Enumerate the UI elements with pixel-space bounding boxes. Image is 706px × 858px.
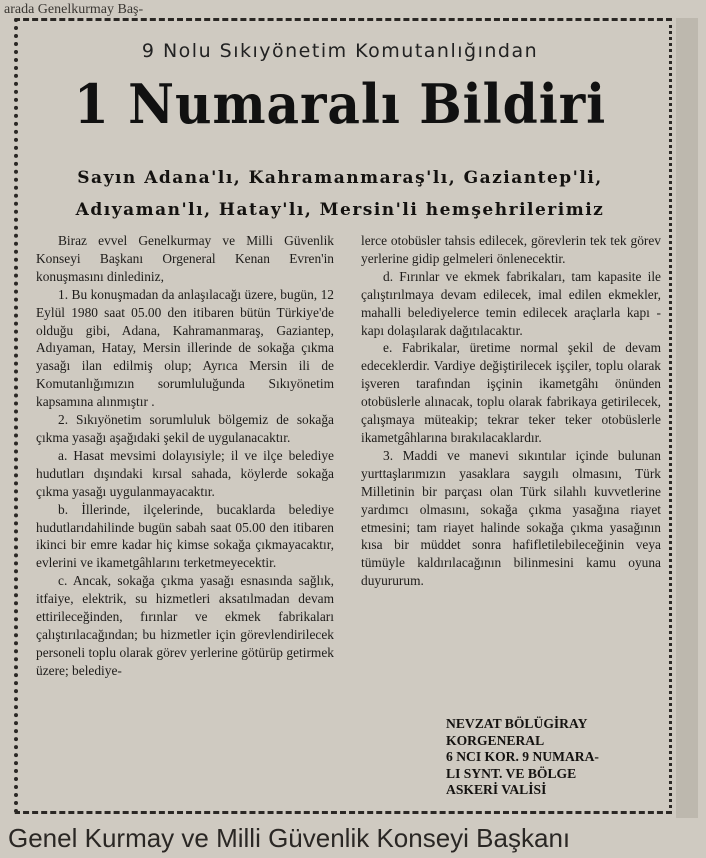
signature-title-line: 6 NCI KOR. 9 NUMARA-	[446, 749, 599, 765]
body-column-right	[361, 232, 661, 590]
paragraph: b. İllerinde, ilçelerinde, bucaklarda belediye hudutlarıdahilinde bugün sabah saat 05.00 den itibaren ikinci bir emre kadar hiç kimse sokağa çıkmayacaktır, evlerini ve ikametgâhlarını terketmeyecektir.	[36, 501, 334, 571]
signature-rank: KORGENERAL	[446, 732, 545, 748]
issuer-line: 9 Nolu Sıkıyönetim Komutanlığından	[141, 40, 539, 62]
clipped-previous-column-text: arada Genelkurmay Baş-	[4, 2, 144, 17]
paragraph: c. Ancak, sokağa çıkma yasağı esnasında sağlık, itfaiye, elektrik, su hizmetleri aksatılmadan devam ettirileceğinden, fırınlar ve ekmek fabrikaları çalıştırılacağından; bu hizmetler için görevlendirilecek personeli toplu olarak görev yerlerine götürüp getirmek üzere; belediye-	[36, 573, 334, 678]
paragraph: 3. Maddi ve manevi sıkıntılar içinde bulunan yurttaşlarımızın yasaklara saygılı olmasını, Türk Milletinin bir parçası olan Türk silahlı kuvvetlerine yardımcı olmasını, sokağa çıkma yasağına riayet etmesini; tam riayet halinde sokağa çıkma yasağının kısa bir müddet sonra hafifletilebileceğinin veya tümüyle kaldırılacağının bilinmesini kamu oyuna duyururum.	[361, 447, 661, 589]
clipped-next-article-heading: Genel Kurmay ve Milli Güvenlik Konseyi Başkanı	[8, 823, 571, 853]
paragraph: Biraz evvel Genelkurmay ve Milli Güvenlik Konseyi Başkanı Orgeneral Kenan Evren'in konuşmasını dinlediniz,	[36, 233, 334, 284]
announcement-headline: 1 Numaralı Bildiri	[73, 72, 607, 136]
paragraph: 2. Sıkıyönetim sorumluluk bölgemiz de sokağa çıkma yasağı aşağıdaki şekil de uygulanacaktır.	[36, 412, 334, 445]
address-line-2: Adıyaman'lı, Hatay'lı, Mersin'li hemşehrilerimiz	[75, 200, 605, 220]
address-line-1: Sayın Adana'lı, Kahramanmaraş'lı, Gaziantep'li,	[77, 168, 603, 188]
paragraph: a. Hasat mevsimi dolayısiyle; il ve ilçe belediye hudutları dışındaki kırsal sahada, köylerde sokağa çıkma yasağı uygulanmayacaktır.	[36, 447, 334, 499]
signature-title-line: LI SYNT. VE BÖLGE	[446, 765, 577, 781]
signature-block	[446, 716, 666, 799]
paragraph: d. Fırınlar ve ekmek fabrikaları, tam kapasite ile çalıştırılmaya devam edilecek, imal edilen ekmekler, mahalli belediyelerce temin edilecek araçlarla kapı - kapı dolaşılarak dağıtılacaktır.	[361, 268, 661, 338]
paragraph-continued: lerce otobüsler tahsis edilecek, görevlerin tek tek görev yerlerine gidip gelmeleri önlenecektir.	[361, 233, 661, 266]
adjacent-column-edge	[676, 18, 698, 818]
signature-title-line: ASKERİ VALİSİ	[446, 782, 547, 798]
paragraph: e. Fabrikalar, üretime normal şekil de devam edeceklerdir. Vardiye değiştirilecek işçiler, toplu olarak işveren tarafından işçinin ikametgâhı önünden otobüslerle alınacak, toplu olarak fabrikaya getirilecek, çalışmaya müteakip; tekrar teker teker otobüslerle ikametgâhlarına bırakılacaklardır.	[361, 340, 661, 445]
body-column-left	[36, 232, 334, 680]
signature-name: NEVZAT BÖLÜGİRAY	[446, 716, 588, 731]
paragraph: 1. Bu konuşmadan da anlaşılacağı üzere, bugün, 12 Eylül 1980 saat 05.00 den itibaren bütün Türkiye'de olduğu gibi, Adana, Kahramanmaraş, Gaziantep, Adıyaman, Hatay, Mersin illerinde de sokağa çıkma yasağı ilan edilmiş olup; Ayrıca Mersin ili de Komutanlığımızın sorumluluğunda Sıkıyönetim kapsamına alınmıştır .	[36, 286, 334, 410]
